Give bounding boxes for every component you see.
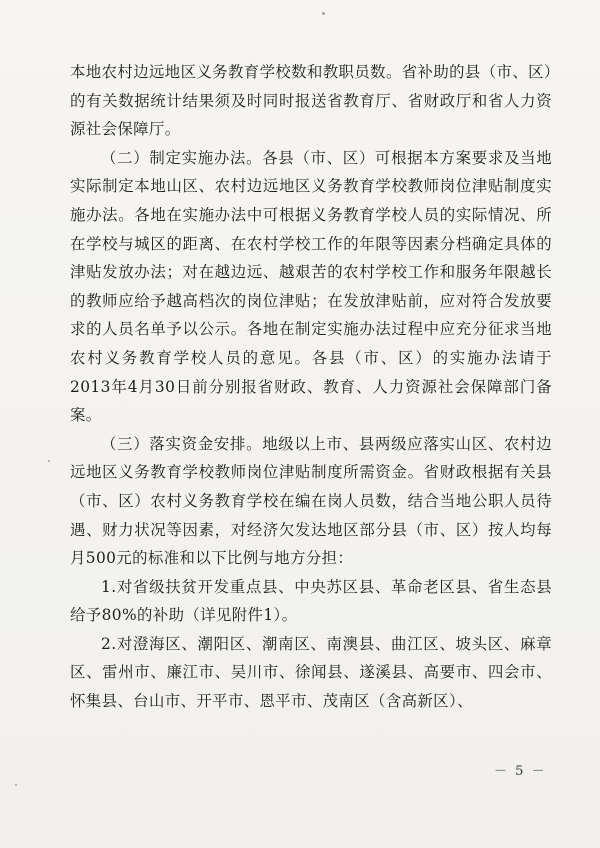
- paragraph-item-2: 2.对澄海区、潮阳区、潮南区、南澳县、曲江区、坡头区、麻章区、雷州市、廉江市、吴川市、徐闻县、遂溪县、高要市、四会市、怀集县、台山市、开平市、恩平市、茂南区（含高新区）、: [70, 634, 552, 711]
- paragraph-implementation-measures: （二）制定实施办法。各县（市、区）可根据本方案要求及当地实际制定本地山区、农村边远地区义务教育学校教师岗位津贴制度实施办法。各地在实施办法中可根据义务教育学校人员的实际情况、所在学校与城区的距离、在农村学校工作的年限等因素分档确定具体的津贴发放办法；对在越边远、越艰苦的农村学校工作和服务年限越长的教师应给予越高档次的岗位津贴；在发放津贴前，应对符合发放要求的人员名单予以公示。各地在制定实施办法过程中应充分征求当地农村义务教育学校人员的意见。各县（市、区）的实施办法请于2013年4月30日前分别报省财政、教育、人力资源社会保障部门备案。: [70, 148, 552, 425]
- document-body: [70, 58, 552, 716]
- page-number: － 5 －: [494, 764, 547, 779]
- scan-speck: [322, 12, 325, 15]
- paragraph-item-1: 1.对省级扶贫开发重点县、中央苏区县、革命老区县、省生态县给予80%的补助（详见附件1）。: [70, 577, 552, 625]
- scan-speck: [48, 460, 50, 462]
- scan-speck: [15, 784, 17, 786]
- paragraph-school-data: 本地农村边远地区义务教育学校数和教职员数。省补助的县（市、区）的有关数据统计结果须及时同时报送省教育厅、省财政厅和省人力资源社会保障厅。: [70, 63, 552, 139]
- paragraph-funding-arrangement: （三）落实资金安排。地级以上市、县两级应落实山区、农村边远地区义务教育学校教师岗位津贴制度所需资金。省财政根据有关县（市、区）农村义务教育学校在编在岗人员数，结合当地公职人员待遇、财力状况等因素，对经济欠发达地区部分县（市、区）按人均每月500元的标准和以下比例与地方分担：: [70, 434, 552, 568]
